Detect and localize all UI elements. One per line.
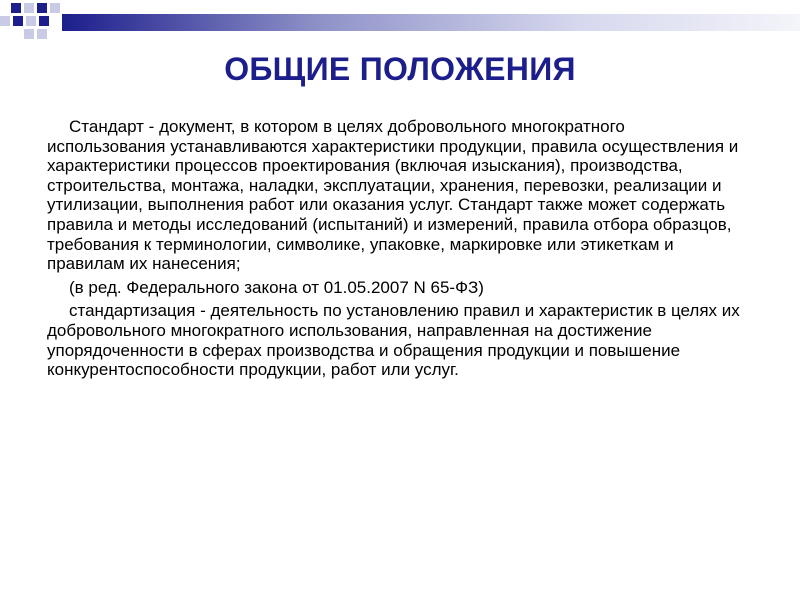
decor-square-6	[13, 16, 23, 26]
decor-square-7	[26, 16, 36, 26]
slide-title: ОБЩИЕ ПОЛОЖЕНИЯ	[224, 51, 576, 87]
decor-square-5	[0, 16, 10, 26]
slide-body	[47, 117, 747, 384]
paragraph-standardization-definition: стандартизация - деятельность по установлению правил и характеристик в целях их добровольного многократного использования, направленная на достижение упорядоченности в сферах производства и обращения продукции и повышение конкурентоспособности продукции, работ или услуг.	[47, 301, 740, 380]
header-decoration	[0, 0, 800, 50]
paragraph-law-reference: (в ред. Федерального закона от 01.05.2007 N 65-ФЗ)	[69, 277, 484, 297]
decor-square-4	[50, 3, 60, 13]
decor-square-1	[11, 3, 21, 13]
decor-square-10	[37, 29, 47, 39]
decor-square-3	[37, 3, 47, 13]
decor-square-8	[39, 16, 49, 26]
gradient-band	[62, 14, 800, 31]
decor-square-2	[24, 3, 34, 13]
decor-square-9	[24, 29, 34, 39]
paragraph-standard-definition: Стандарт - документ, в котором в целях добровольного многократного использования устанавливаются характеристики продукции, правила осуществления и характеристики процессов проектирования (включая изыскания), производства, строительства, монтажа, наладки, эксплуатации, хранения, перевозки, реализации и утилизации, выполнения работ или оказания услуг. Стандарт также может содержать правила и методы исследований (испытаний) и измерений, правила отбора образцов, требования к терминологии, символике, упаковке, маркировке или этикеткам и правилам их нанесения;	[47, 117, 739, 274]
